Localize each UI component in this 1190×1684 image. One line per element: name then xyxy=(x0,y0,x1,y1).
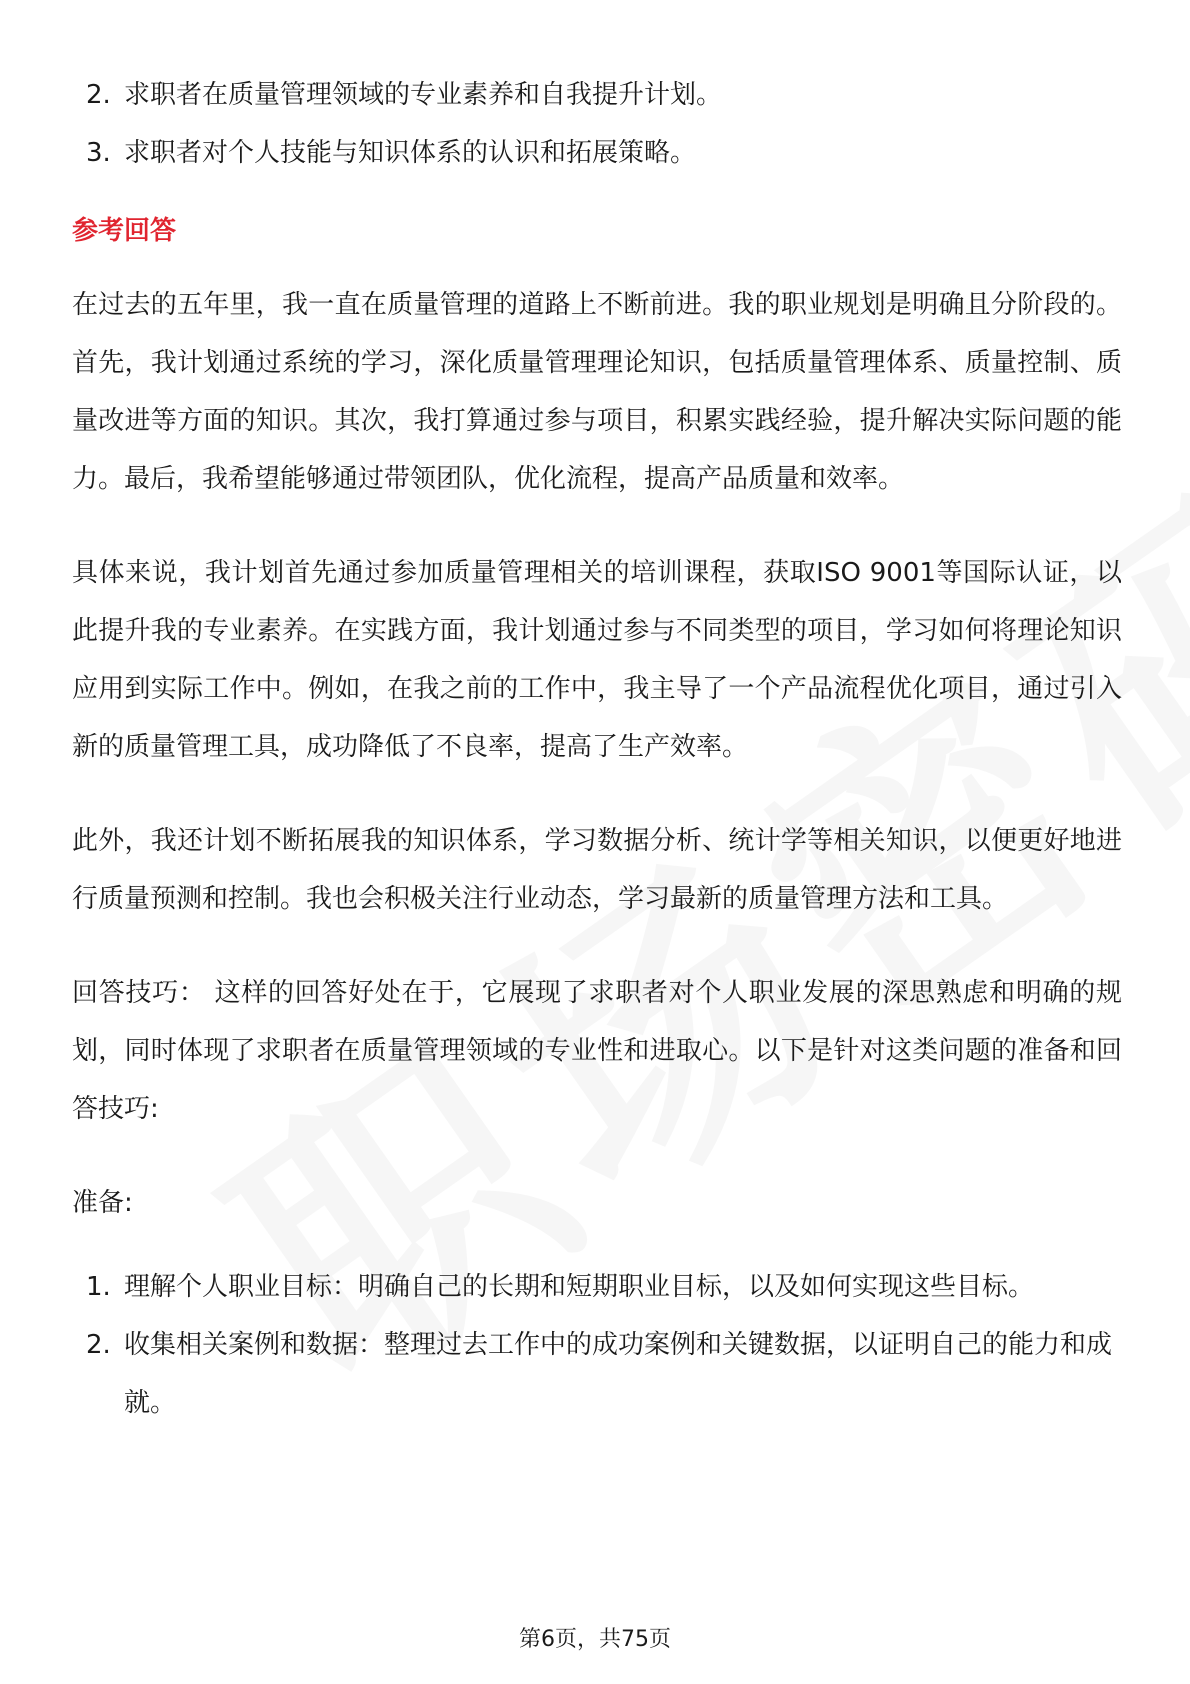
reference-answer-heading: 参考回答 xyxy=(72,216,177,246)
list-item-text: 求职者对个人技能与知识体系的认识和拓展策略。 xyxy=(124,138,697,168)
list-item-number: 1. xyxy=(86,1272,111,1302)
page-number-footer: 第6页，共75页 xyxy=(519,1627,671,1652)
answer-paragraph: 具体来说，我计划首先通过参加质量管理相关的培训课程，获取ISO 9001等国际认证，以此提升我的专业素养。在实践方面，我计划通过参与不同类型的项目，学习如何将理论知识应用到实际工作中。例如，在我之前的工作中，我主导了一个产品流程优化项目，通过引入新的质量管理工具，成功降低了不良率，提高了生产效率。 xyxy=(72,558,1122,762)
list-item-number: 2. xyxy=(86,80,111,110)
list-item-number: 2. xyxy=(86,1330,111,1360)
list-item-number: 3. xyxy=(86,138,111,168)
preparation-list xyxy=(72,1258,1122,1432)
list-item xyxy=(72,1258,1122,1316)
list-item xyxy=(72,66,1122,124)
answer-paragraph: 在过去的五年里，我一直在质量管理的道路上不断前进。我的职业规划是明确且分阶段的。首先，我计划通过系统的学习，深化质量管理理论知识，包括质量管理体系、质量控制、质量改进等方面的知识。其次，我打算通过参与项目，积累实践经验，提升解决实际问题的能力。最后，我希望能够通过带领团队，优化流程，提高产品质量和效率。 xyxy=(72,290,1122,494)
answer-paragraph: 此外，我还计划不断拓展我的知识体系，学习数据分析、统计学等相关知识，以便更好地进行质量预测和控制。我也会积极关注行业动态，学习最新的质量管理方法和工具。 xyxy=(72,826,1122,914)
list-item-text: 理解个人职业目标：明确自己的长期和短期职业目标，以及如何实现这些目标。 xyxy=(124,1272,1035,1302)
page-content xyxy=(72,66,1122,1432)
answer-tips-paragraph: 回答技巧： 这样的回答好处在于，它展现了求职者对个人职业发展的深思熟虑和明确的规划，同时体现了求职者在质量管理领域的专业性和进取心。以下是针对这类问题的准备和回答技巧: xyxy=(72,978,1122,1124)
list-item-text: 收集相关案例和数据：整理过去工作中的成功案例和关键数据，以证明自己的能力和成就。 xyxy=(124,1330,1113,1418)
question-focus-list xyxy=(72,66,1122,182)
preparation-label: 准备: xyxy=(72,1188,133,1218)
list-item xyxy=(72,1316,1122,1432)
list-item-text: 求职者在质量管理领域的专业素养和自我提升计划。 xyxy=(124,80,723,110)
list-item xyxy=(72,124,1122,182)
